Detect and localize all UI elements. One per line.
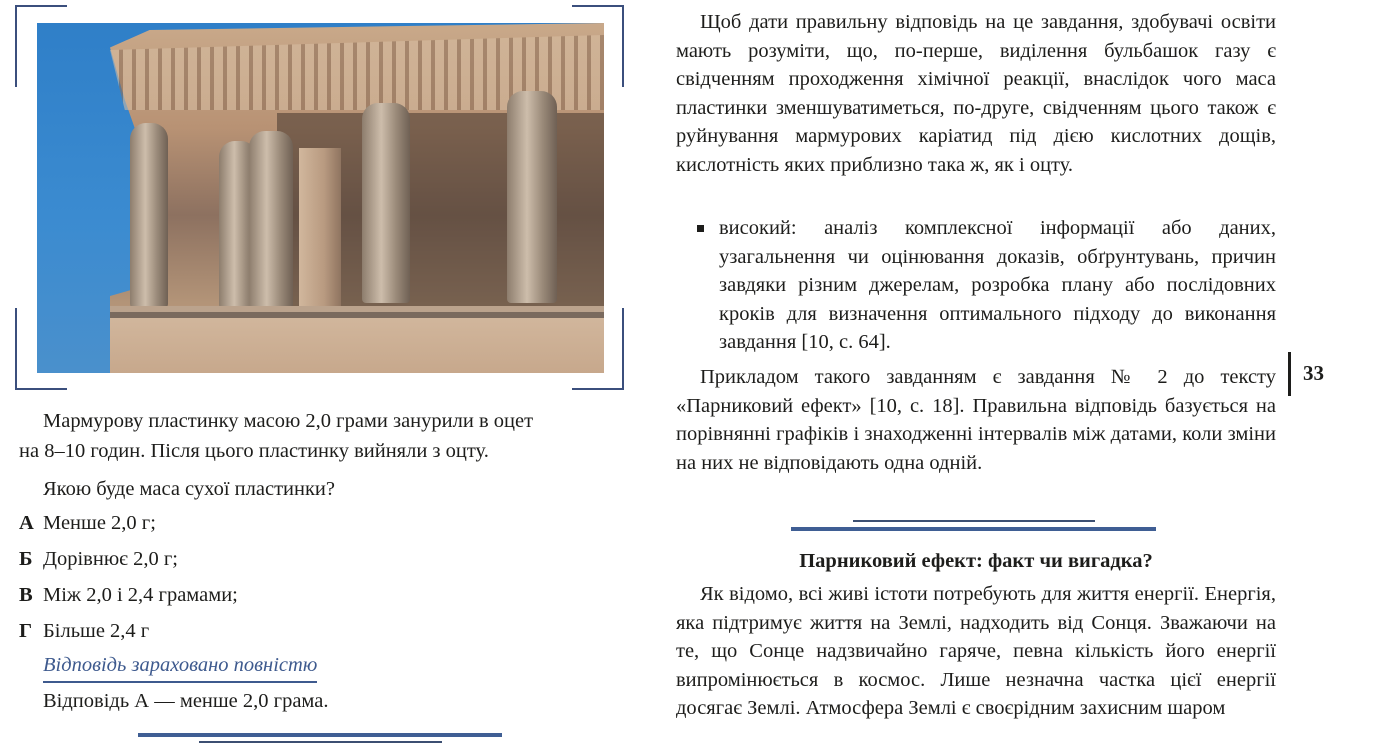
caryatid-statue [507,91,557,303]
temple-pillar [299,148,341,330]
answer-option-b [19,545,178,573]
option-letter: А [19,512,34,534]
temple-podium [110,306,604,373]
section-rule-thin [853,520,1095,522]
explanation-paragraph: Щоб дати правильну відповідь на це завдання, здобувачі освіти мають розуміти, що, по-перше, виділення бульбашок газу є свідченням проходження хімічної реакції, внаслідок чого маса пластинки зменшуватиметься, по-друге, свідченням цього також є руйнування мармурових каріатид під дією кислотних дощів, кислотність яких приблизно така ж, як і оцту. [676,11,1276,176]
question-text: Якою буде маса сухої пластинки? [43,478,335,500]
answer-option-a [19,509,156,537]
caryatid-statue [249,131,293,309]
answer-option-d [19,617,149,645]
option-letter: В [19,584,33,606]
question-intro-line-1: Мармурову пластинку масою 2,0 грами занурили в оцет [43,410,534,432]
criteria-bullet-high [697,214,1276,357]
page-number-bar [1288,352,1291,396]
divider-rule-thin [199,741,442,743]
greenhouse-paragraph: Як відомо, всі живі істоти потребують для життя енергії. Енергія, яка підтримує життя на Землі, надходить від Сонця. Зважаючи на те, що Сонце надзвичайно гаряче, певна кількість його енергії випромінюється в космос. Лише незначна частка цієї енергії досягає Землі. Атмосфера Землі є своєрідним захисним шаром [676,583,1276,720]
option-text: Більше 2,4 г [43,620,150,642]
caryatid-statue [130,123,168,308]
page-number: 33 [1303,361,1324,385]
caryatid-statue [362,103,410,303]
option-text: Між 2,0 і 2,4 грамами; [43,584,238,606]
option-letter: Г [19,620,33,642]
option-text: Менше 2,0 г; [43,512,156,534]
answer-option-c [19,581,238,609]
option-text: Дорівнює 2,0 г; [43,548,178,570]
square-bullet-icon [697,225,704,232]
section-title: Парниковий ефект: факт чи вигадка? [799,550,1153,572]
question-intro-line-2: на 8–10 годин. Після цього пластинку вийняли з оцту. [19,440,489,462]
answer-credit-label: Відповідь зараховано повністю [43,651,317,683]
example-paragraph: Прикладом такого завданням є завдання № 2 до тексту «Парниковий ефект» [10, с. 18]. Правильна відповідь базується на порівнянні графіків і знаходженні інтервалів між датами, коли зміни на них не відповідають одна одній. [676,366,1276,474]
section-rule-thick [791,527,1156,531]
caryatids-photo [37,23,604,373]
correct-answer-text: Відповідь А — менше 2,0 грама. [43,690,329,712]
divider-rule-thick [138,733,502,737]
bullet-text: високий: аналіз комплексної інформації або даних, узагальнення чи оцінювання доказів, обґрунтувань, причин завдяки різним джерелам, розробка плану або послідовних кроків для визначення оптимального підходу до виконання завдання [10, с. 64]. [719,217,1276,354]
option-letter: Б [19,548,33,570]
